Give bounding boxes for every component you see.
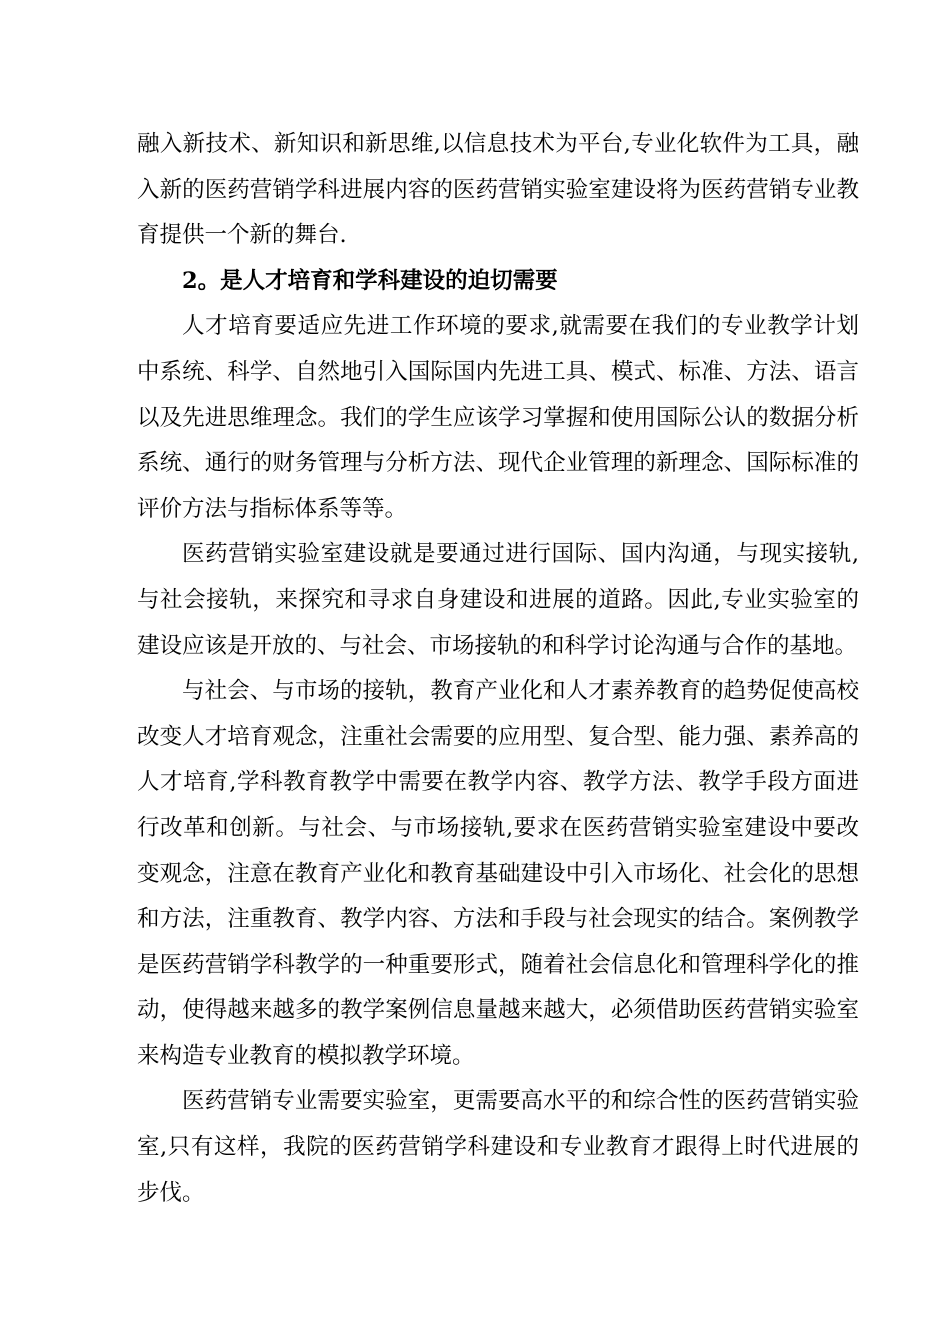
paragraph-lab-need: 医药营销专业需要实验室，更需要高水平的和综合性的医药营销实验室,只有这样，我院的医药营销学科建设和专业教育才跟得上时代进展的步伐。 bbox=[137, 1088, 859, 1206]
paragraph-market-integration: 与社会、与市场的接轨，教育产业化和人才素养教育的趋势促使高校改变人才培育观念，注重社会需要的应用型、复合型、能力强、素养高的人才培育,学科教育教学中需要在教学内容、教学方法、教学手段方面进行改革和创新。与社会、与市场接轨,要求在医药营销实验室建设中要改变观念，注意在教育产业化和教育基础建设中引入市场化、社会化的思想和方法，注重教育、教学内容、方法和手段与社会现实的结合。案例教学是医药营销学科教学的一种重要形式，随着社会信息化和管理科学化的推动，使得越来越多的教学案例信息量越来越大，必须借助医药营销实验室来构造专业教育的模拟教学环境。 bbox=[137, 678, 859, 1069]
paragraph-lab-construction: 医药营销实验室建设就是要通过进行国际、国内沟通，与现实接轨,与社会接轨，来探究和寻求自身建设和进展的道路。因此,专业实验室的建设应该是开放的、与社会、市场接轨的和科学讨论沟通与合作的基地。 bbox=[137, 541, 859, 659]
paragraph-continued: 融入新技术、新知识和新思维,以信息技术为平台,专业化软件为工具，融入新的医药营销学科进展内容的医药营销实验室建设将为医药营销专业教育提供一个新的舞台. bbox=[137, 131, 859, 249]
paragraph-talent-cultivation: 人才培育要适应先进工作环境的要求,就需要在我们的专业教学计划中系统、科学、自然地引入国际国内先进工具、模式、标准、方法、语言以及先进思维理念。我们的学生应该学习掌握和使用国际公认的数据分析系统、通行的财务管理与分析方法、现代企业管理的新理念、国际标准的评价方法与指标体系等等。 bbox=[137, 313, 859, 522]
document-body bbox=[137, 122, 859, 1216]
section-heading: 2。是人才培育和学科建设的迫切需要 bbox=[182, 267, 558, 294]
